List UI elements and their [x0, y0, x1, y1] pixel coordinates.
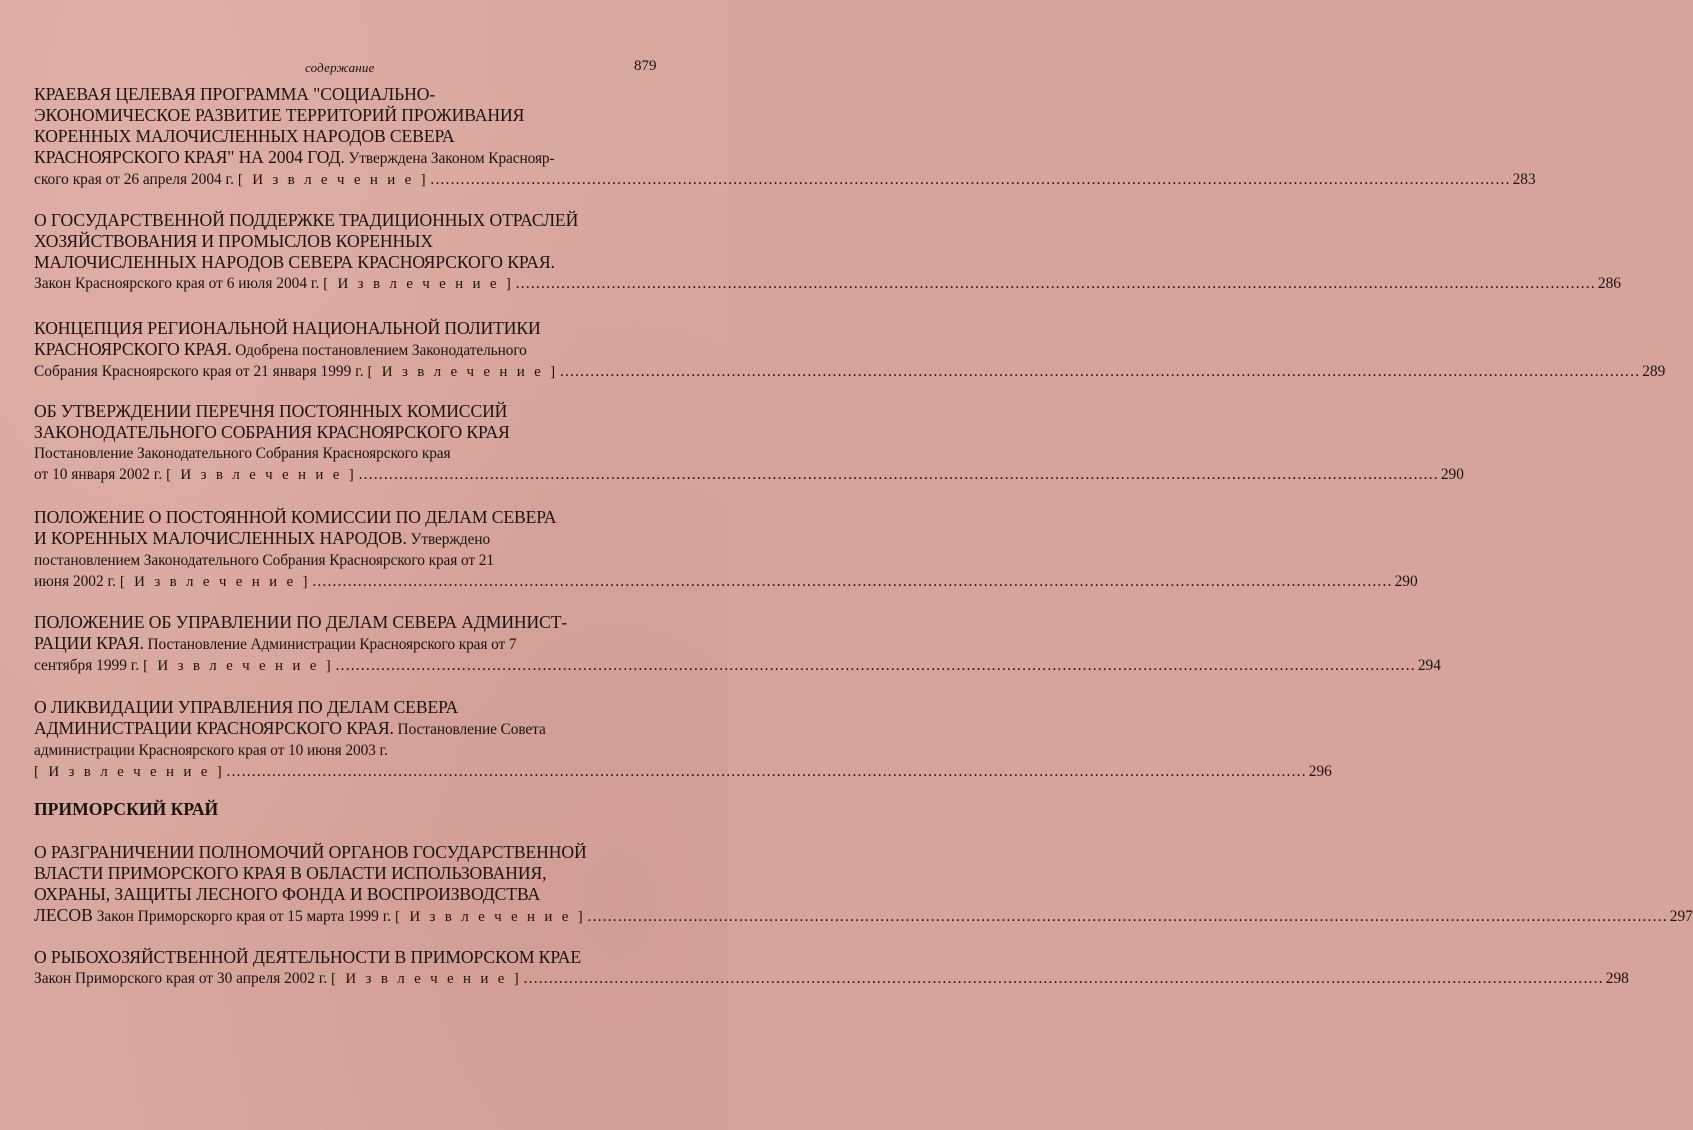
entry-source-text: июня 2002 г.: [34, 573, 116, 590]
entry-page-number: 290: [1394, 573, 1418, 590]
extract-label: [ И з в л е ч е н и е ]: [331, 971, 522, 987]
entry-title-line: ЭКОНОМИЧЕСКОЕ РАЗВИТИЕ ТЕРРИТОРИЙ ПРОЖИВАНИЯ: [34, 105, 525, 125]
entry-leader-line: [34, 361, 1666, 383]
entry-mixed-line: [34, 147, 690, 169]
entry-page-number: 283: [1512, 171, 1536, 188]
entry-title-line: О ЛИКВИДАЦИИ УПРАВЛЕНИЯ ПО ДЕЛАМ СЕВЕРА: [34, 697, 459, 717]
entry-description: администрации Красноярского края от 10 июня 2003 г.: [34, 742, 388, 759]
leader-dots: ......................................................................................................................................................................................................................: [430, 171, 1511, 188]
entry-source: [34, 968, 522, 990]
entry-title-line: ОХРАНЫ, ЗАЩИТЫ ЛЕСНОГО ФОНДА И ВОСПРОИЗВОДСТВА: [34, 884, 541, 904]
entry-leader-line: [34, 905, 1693, 928]
entry-source: [34, 571, 310, 593]
entry-source: [34, 464, 357, 486]
entry-title-line: О РАЗГРАНИЧЕНИИ ПОЛНОМОЧИЙ ОРГАНОВ ГОСУДАРСТВЕННОЙ: [34, 842, 587, 862]
entry-description: постановлением Законодательного Собрания Красноярского края от 21: [34, 552, 494, 569]
entry-description: Утверждена Законом Краснояр-: [344, 150, 555, 167]
entry-title-text: РАЦИИ КРАЯ.: [34, 633, 144, 653]
entry-title-line: КРАЕВАЯ ЦЕЛЕВАЯ ПРОГРАММА "СОЦИАЛЬНО-: [34, 84, 436, 104]
page-number: 879: [634, 58, 657, 74]
entry-leader-line: [34, 761, 1332, 783]
entry-page-number: 286: [1597, 275, 1621, 292]
toc-entry: [34, 697, 1332, 783]
entry-source-text: Закон Приморского края от 30 апреля 2002 г.: [34, 970, 328, 987]
entry-source: [34, 169, 428, 191]
toc-entry: [34, 947, 1629, 990]
entry-page-number: 294: [1417, 657, 1441, 674]
extract-label: [ И з в л е ч е н и е ]: [166, 467, 357, 483]
leader-dots: ......................................................................................................................................................................................................................: [312, 573, 1393, 590]
entry-source-text: сентября 1999 г.: [34, 657, 140, 674]
entry-source-text: Закон Приморскорго края от 15 марта 1999 г.: [92, 908, 392, 925]
entry-page-number: 298: [1605, 970, 1629, 987]
entry-title-text: И КОРЕННЫХ МАЛОЧИСЛЕННЫХ НАРОДОВ.: [34, 528, 407, 548]
entry-source: [34, 905, 586, 928]
entry-page-number: 296: [1308, 763, 1332, 780]
extract-label: [ И з в л е ч е н и е ]: [237, 172, 429, 188]
entry-title-line: ЗАКОНОДАТЕЛЬНОГО СОБРАНИЯ КРАСНОЯРСКОГО КРАЯ: [34, 422, 510, 442]
entry-source: [34, 273, 514, 295]
entry-leader-line: [34, 571, 1418, 593]
entry-mixed-line: [34, 528, 690, 550]
extract-label: [ И з в л е ч е н и е ]: [367, 364, 558, 380]
entry-title-line: МАЛОЧИСЛЕННЫХ НАРОДОВ СЕВЕРА КРАСНОЯРСКОГО КРАЯ.: [34, 252, 555, 272]
entry-title-line: ХОЗЯЙСТВОВАНИЯ И ПРОМЫСЛОВ КОРЕННЫХ: [34, 231, 433, 251]
toc-entry: [34, 507, 1418, 593]
entry-page-number: 289: [1642, 363, 1666, 380]
entry-source-text: от 10 января 2002 г.: [34, 466, 163, 483]
entry-source-text: Закон Красноярского края от 6 июля 2004 г.: [34, 275, 320, 292]
entry-description: Постановление Совета: [393, 721, 546, 738]
entry-description: Утверждено: [406, 531, 491, 548]
extract-label: [ И з в л е ч е н и е ]: [143, 658, 334, 674]
entry-title-text: АДМИНИСТРАЦИИ КРАСНОЯРСКОГО КРАЯ.: [34, 718, 394, 738]
section-heading: ПРИМОРСКИЙ КРАЙ: [34, 799, 219, 819]
extract-label: [ И з в л е ч е н и е ]: [323, 276, 514, 292]
entry-title-line: ВЛАСТИ ПРИМОРСКОГО КРАЯ В ОБЛАСТИ ИСПОЛЬЗОВАНИЯ,: [34, 863, 547, 883]
entry-title-text: КРАСНОЯРСКОГО КРАЯ" НА 2004 ГОД.: [34, 147, 345, 167]
entry-mixed-line: [34, 633, 690, 655]
entry-title-text: КРАСНОЯРСКОГО КРАЯ.: [34, 339, 232, 359]
leader-dots: ......................................................................................................................................................................................................................: [358, 466, 1439, 483]
entry-description: Одобрена постановлением Законодательного: [231, 342, 527, 359]
entry-source: [34, 655, 334, 677]
entry-leader-line: [34, 169, 1536, 191]
running-head: содержание: [305, 60, 375, 75]
entry-source-text: ского края от 26 апреля 2004 г.: [34, 171, 234, 188]
leader-dots: ......................................................................................................................................................................................................................: [335, 657, 1416, 674]
entry-description: Постановление Администрации Красноярского края от 7: [143, 636, 517, 653]
toc-entry: [34, 318, 1666, 383]
leader-dots: ......................................................................................................................................................................................................................: [587, 908, 1668, 925]
extract-label: [ И з в л е ч е н и е ]: [119, 574, 311, 590]
entry-source: [34, 761, 225, 783]
entry-description: Постановление Законодательного Собрания Красноярского края: [34, 445, 451, 462]
entry-mixed-line: [34, 718, 690, 740]
toc-entry: [34, 842, 1693, 928]
entry-title-text: ЛЕСОВ: [34, 905, 93, 925]
toc-entry: [34, 84, 1536, 191]
leader-dots: ......................................................................................................................................................................................................................: [523, 970, 1604, 987]
entry-title-line: О РЫБОХОЗЯЙСТВЕННОЙ ДЕЯТЕЛЬНОСТИ В ПРИМОРСКОМ КРАЕ: [34, 947, 582, 967]
entry-page-number: 297: [1669, 908, 1693, 925]
entry-leader-line: [34, 655, 1441, 677]
extract-label: [ И з в л е ч е н и е ]: [395, 909, 586, 925]
leader-dots: ......................................................................................................................................................................................................................: [559, 363, 1641, 380]
toc-entry: [34, 612, 1441, 677]
extract-label: [ И з в л е ч е н и е ]: [34, 764, 225, 780]
leader-dots: ......................................................................................................................................................................................................................: [226, 763, 1307, 780]
entry-leader-line: [34, 273, 1621, 295]
entry-title-line: ПОЛОЖЕНИЕ ОБ УПРАВЛЕНИИ ПО ДЕЛАМ СЕВЕРА АДМИНИСТ-: [34, 612, 568, 632]
entry-page-number: 290: [1440, 466, 1464, 483]
toc-entry: [34, 210, 1621, 295]
entry-title-line: ОБ УТВЕРЖДЕНИИ ПЕРЕЧНЯ ПОСТОЯННЫХ КОМИССИЙ: [34, 401, 508, 421]
entry-leader-line: [34, 968, 1629, 990]
entry-source: [34, 361, 558, 383]
entry-title-line: КОРЕННЫХ МАЛОЧИСЛЕННЫХ НАРОДОВ СЕВЕРА: [34, 126, 455, 146]
entry-title-line: О ГОСУДАРСТВЕННОЙ ПОДДЕРЖКЕ ТРАДИЦИОННЫХ ОТРАСЛЕЙ: [34, 210, 579, 230]
entry-source-text: Собрания Красноярского края от 21 января 1999 г.: [34, 363, 364, 380]
leader-dots: ......................................................................................................................................................................................................................: [515, 275, 1596, 292]
entry-leader-line: [34, 464, 1464, 486]
entry-mixed-line: [34, 339, 690, 361]
toc-entry: [34, 401, 1464, 486]
entry-title-line: КОНЦЕПЦИЯ РЕГИОНАЛЬНОЙ НАЦИОНАЛЬНОЙ ПОЛИТИКИ: [34, 318, 541, 338]
entry-title-line: ПОЛОЖЕНИЕ О ПОСТОЯННОЙ КОМИССИИ ПО ДЕЛАМ СЕВЕРА: [34, 507, 557, 527]
